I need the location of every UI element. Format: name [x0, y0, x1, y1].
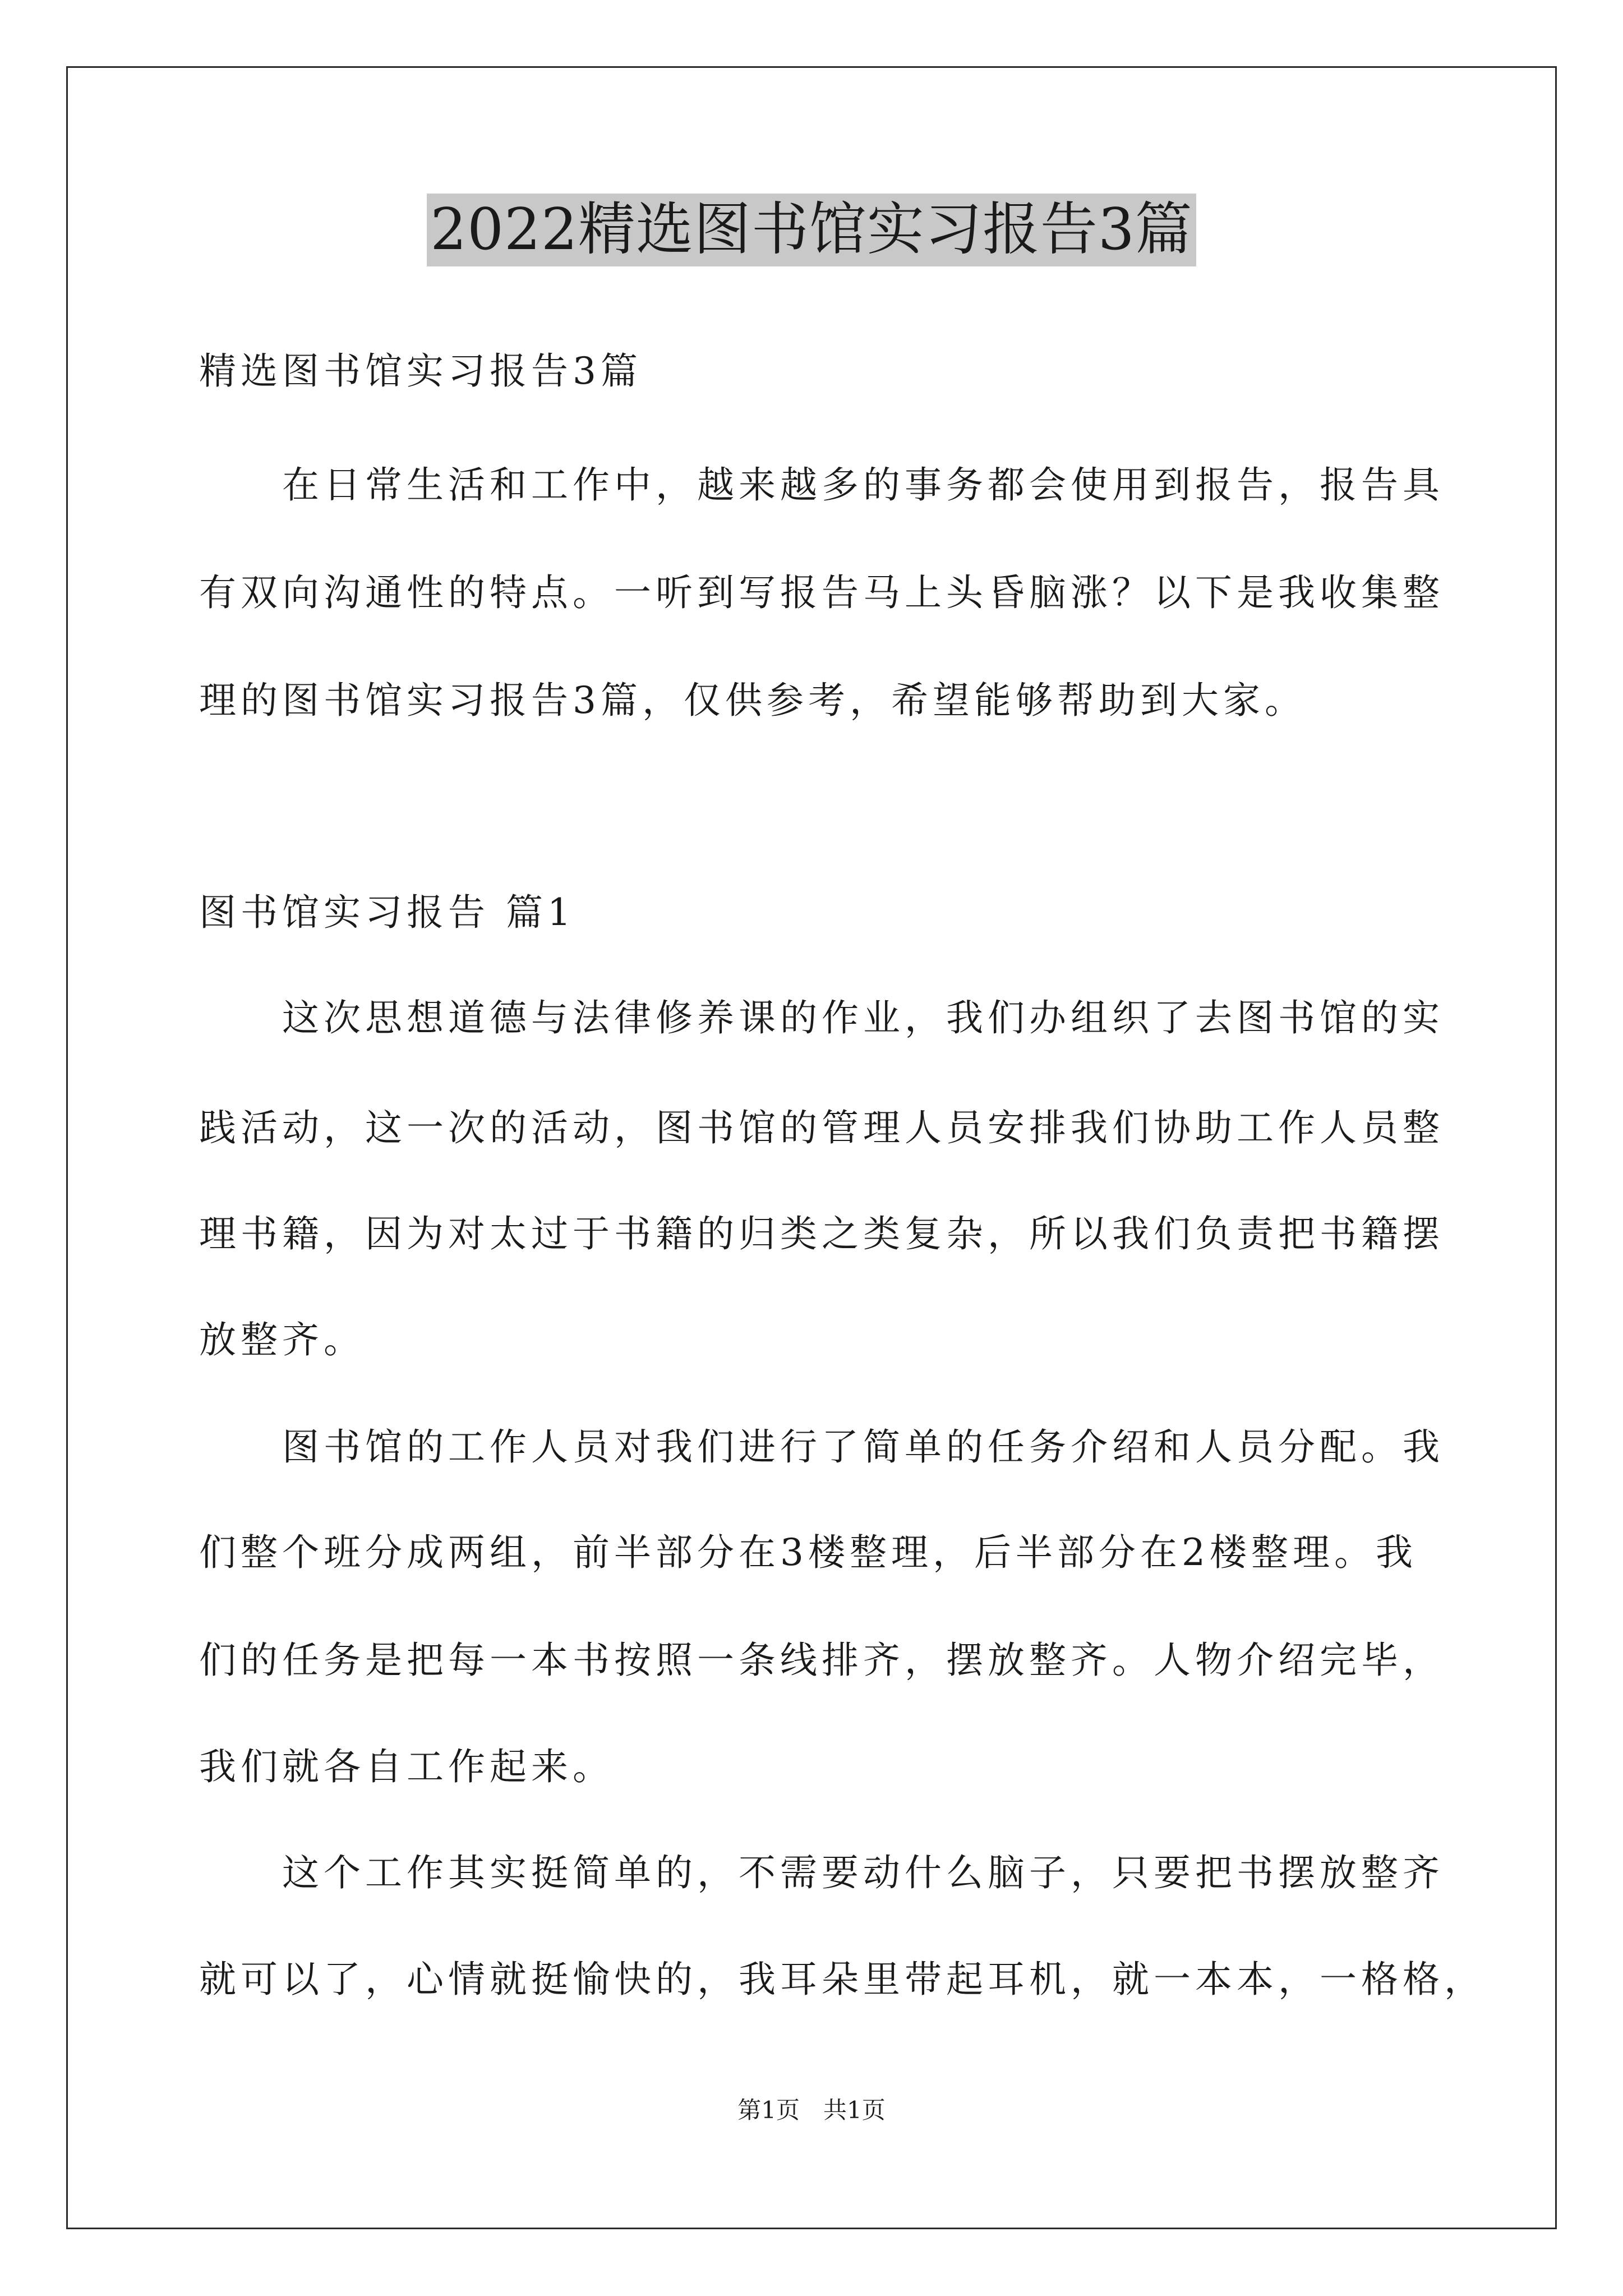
document-title — [0, 194, 1623, 266]
paragraph-line: 这次思想道德与法律修养课的作业，我们办组织了去图书馆的实 — [282, 996, 1444, 1039]
intro-line: 有双向沟通性的特点。一听到写报告马上头昏脑涨？以下是我收集整 — [199, 571, 1444, 614]
paragraph-line: 放整齐。 — [199, 1318, 365, 1361]
intro-line: 在日常生活和工作中，越来越多的事务都会使用到报告，报告具 — [282, 463, 1444, 507]
paragraph-line: 理书籍，因为对太过于书籍的归类之类复杂，所以我们负责把书籍摆 — [199, 1212, 1444, 1255]
page-footer: 第1页 共1页 — [737, 2096, 886, 2124]
paragraph-line: 们的任务是把每一本书按照一条线排齐，摆放整齐。人物介绍完毕， — [199, 1639, 1444, 1682]
section-heading: 图书馆实习报告 篇1 — [199, 891, 575, 934]
paragraph-line: 图书馆的工作人员对我们进行了简单的任务介绍和人员分配。我 — [282, 1425, 1444, 1469]
document-title-text: 2022精选图书馆实习报告3篇 — [427, 194, 1196, 266]
paragraph-line: 们整个班分成两组，前半部分在3楼整理，后半部分在2楼整理。我 — [199, 1531, 1417, 1574]
paragraph-line: 践活动，这一次的活动，图书馆的管理人员安排我们协助工作人员整 — [199, 1106, 1444, 1149]
paragraph-line: 我们就各自工作起来。 — [199, 1745, 614, 1788]
paragraph-line: 就可以了，心情就挺愉快的，我耳朵里带起耳机，就一本本，一格格， — [199, 1958, 1486, 2001]
intro-line: 理的图书馆实习报告3篇，仅供参考，希望能够帮助到大家。 — [199, 679, 1306, 722]
paragraph-line: 这个工作其实挺简单的，不需要动什么脑子，只要把书摆放整齐 — [282, 1851, 1444, 1894]
subtitle: 精选图书馆实习报告3篇 — [199, 349, 642, 393]
